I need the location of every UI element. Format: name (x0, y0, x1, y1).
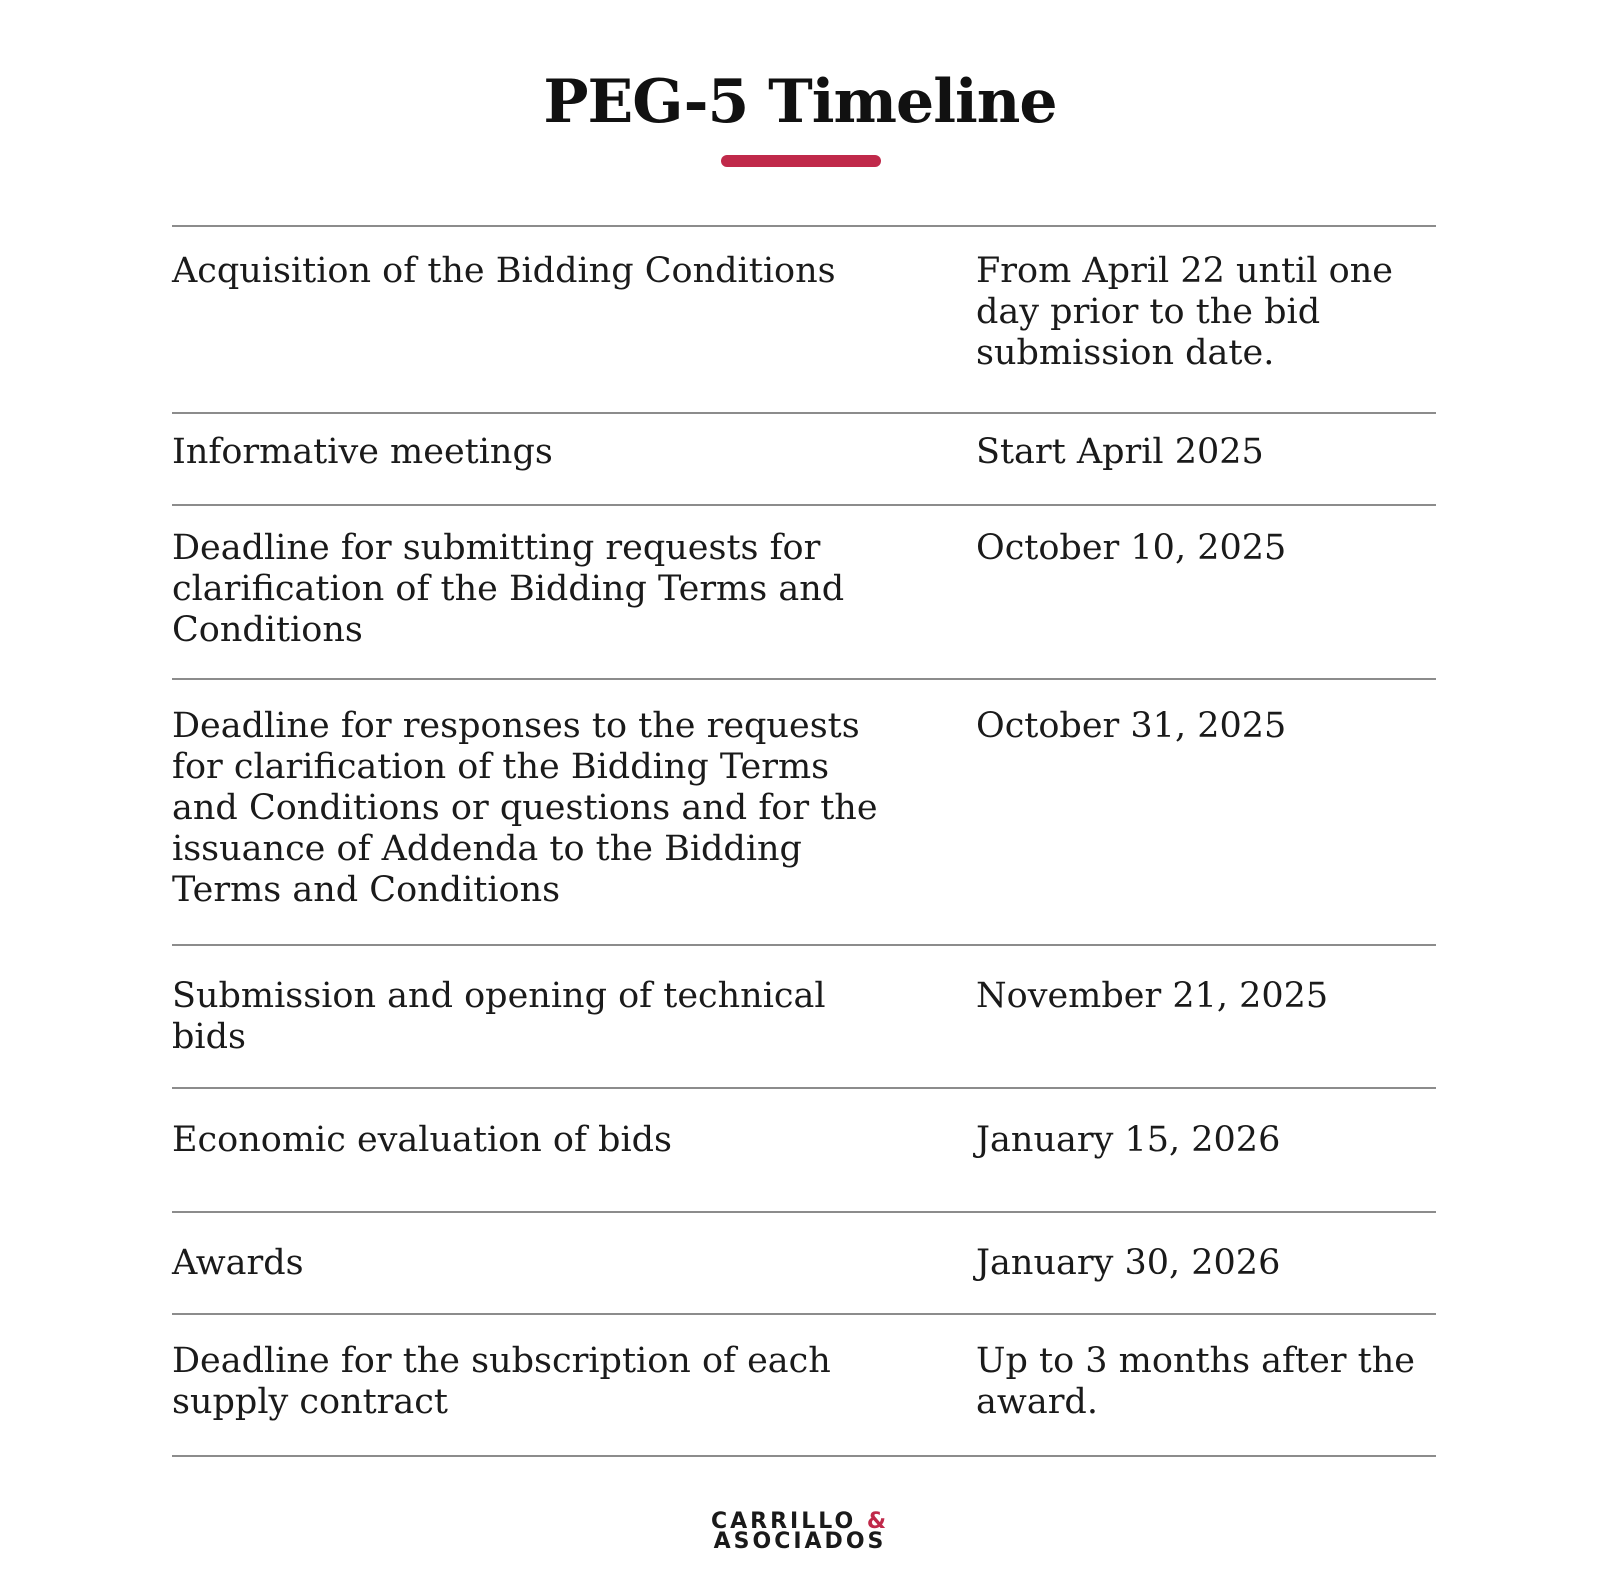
event-date: Start April 2025 (976, 432, 1264, 472)
logo-line-1: CARRILLO (710, 1509, 857, 1534)
event-label: Deadline for the subscription of each supply contract (172, 1341, 831, 1422)
event-label: Deadline for responses to the requests for clarification of the Bidding Terms and Conditions or questions and for the issuance of Addenda to the Bidding Terms and Conditions (172, 706, 878, 910)
event-label: Informative meetings (172, 432, 553, 472)
event-date: Up to 3 months after the award. (976, 1341, 1415, 1422)
company-logo (0, 1509, 1600, 1554)
event-date: October 31, 2025 (976, 706, 1287, 746)
table-row (172, 504, 1436, 678)
table-row (172, 225, 1436, 412)
table-row (172, 1211, 1436, 1313)
event-date: January 15, 2026 (976, 1120, 1281, 1160)
event-date: From April 22 until one day prior to the bid submission date. (976, 251, 1393, 373)
event-date: November 21, 2025 (976, 976, 1329, 1016)
event-date: January 30, 2026 (976, 1243, 1281, 1283)
logo-line-2: ASOCIADOS (713, 1529, 887, 1554)
table-row (172, 678, 1436, 944)
event-label: Submission and opening of technical bids (172, 976, 826, 1057)
table-row (172, 944, 1436, 1087)
event-date: October 10, 2025 (976, 528, 1287, 568)
event-label: Economic evaluation of bids (172, 1120, 673, 1160)
event-label: Deadline for submitting requests for clarification of the Bidding Terms and Conditions (172, 528, 845, 650)
logo-ampersand: & (866, 1509, 890, 1534)
page-title: PEG-5 Timeline (543, 67, 1057, 137)
table-row (172, 1087, 1436, 1211)
table-row (172, 1313, 1436, 1457)
title-underline (721, 155, 881, 167)
timeline-table (172, 225, 1436, 1457)
table-row (172, 412, 1436, 504)
event-label: Acquisition of the Bidding Conditions (172, 251, 836, 291)
event-label: Awards (172, 1243, 304, 1283)
